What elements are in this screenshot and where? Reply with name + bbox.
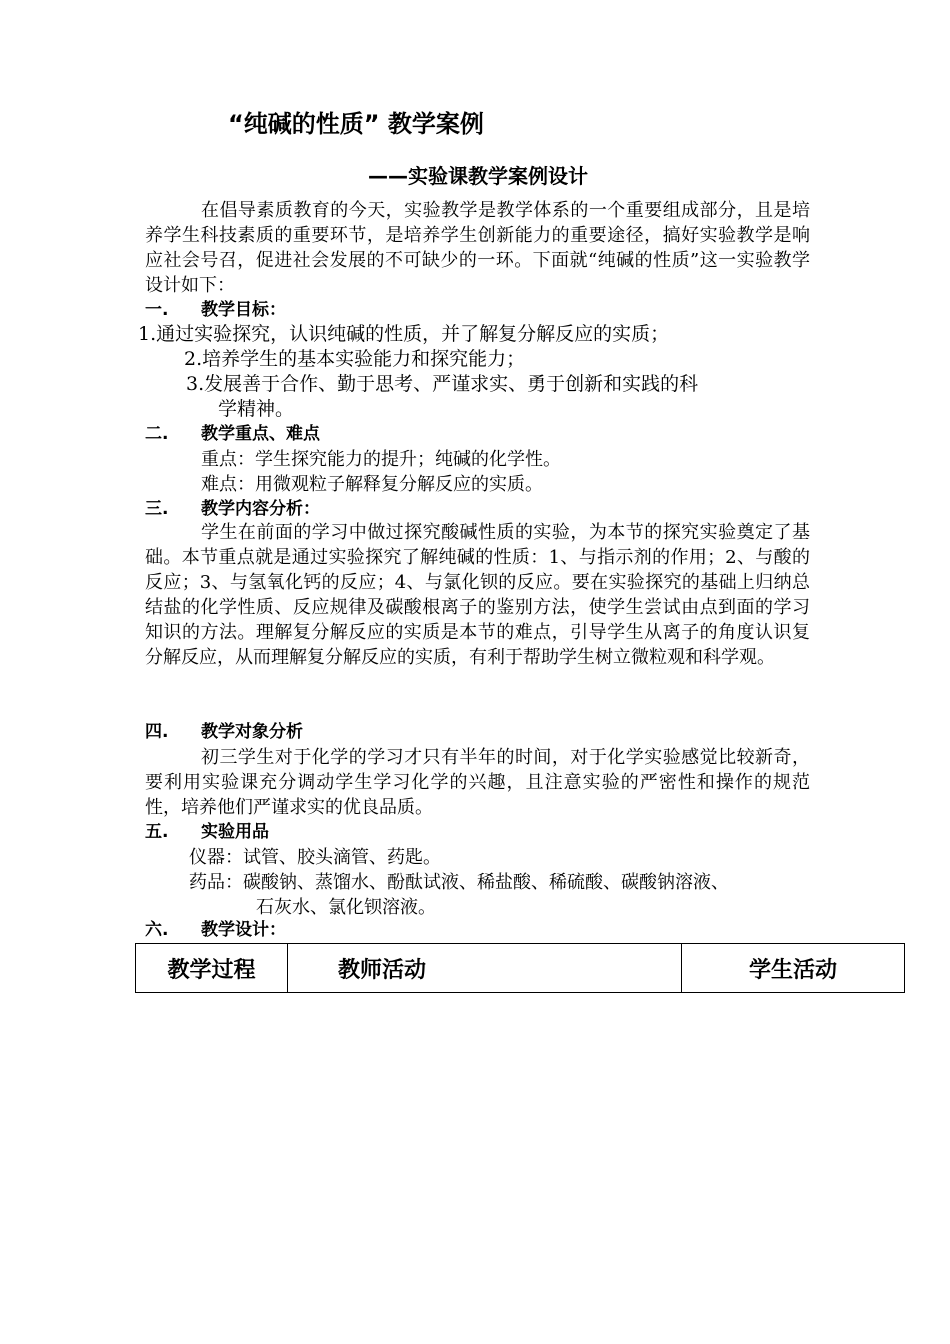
key-point-text: 重点：学生探究能力的提升；纯碱的化学性。 [201, 449, 561, 470]
table-header-row [136, 944, 905, 993]
objective-3: 3.发展善于合作、勤于思考、严谨求实、勇于创新和实践的科 [186, 373, 699, 395]
reagents-text-continued: 石灰水、氯化钡溶液。 [256, 897, 436, 918]
document-subtitle: ——实验课教学案例设计 [368, 164, 588, 188]
section-2-number: 二. [145, 424, 169, 444]
section-4-title: 教学对象分析 [201, 722, 303, 742]
teaching-design-table [135, 943, 905, 993]
section-1-title: 教学目标： [201, 300, 286, 320]
section-4-number: 四. [145, 722, 169, 742]
section-5-heading [145, 820, 269, 845]
section-5-title: 实验用品 [201, 822, 269, 842]
section-6-heading [145, 918, 286, 943]
section-6-number: 六. [145, 920, 169, 940]
section-1-heading [145, 298, 286, 323]
section-2-title: 教学重点、难点 [201, 424, 320, 444]
difficulty-text: 难点：用微观粒子解释复分解反应的实质。 [201, 474, 543, 495]
header-teacher-activity: 教师活动 [288, 944, 682, 993]
section-2-heading [145, 422, 320, 447]
content-analysis-paragraph: 学生在前面的学习中做过探究酸碱性质的实验，为本节的探究实验奠定了基础。本节重点就是通过实验探究了解纯碱的性质：1、与指示剂的作用；2、与酸的反应；3、与氢氧化钙的反应；4、与氯化钡的反应。要在实验探究的基础上归纳总结盐的化学性质、反应规律及碳酸根离子的鉴别方法，使学生尝试由点到面的学习知识的方法。理解复分解反应的实质是本节的难点，引导学生从离子的角度认识复分解反应，从而理解复分解反应的实质，有利于帮助学生树立微粒观和科学观。 [145, 522, 810, 668]
header-student-activity: 学生活动 [682, 944, 905, 993]
header-teaching-process: 教学过程 [136, 944, 288, 993]
section-5-number: 五. [145, 822, 169, 842]
intro-paragraph: 在倡导素质教育的今天，实验教学是教学体系的一个重要组成部分，且是培养学生科技素质的重要环节，是培养学生创新能力的重要途径，搞好实验教学是响应社会号召，促进社会发展的不可缺少的一环。下面就“纯碱的性质”这一实验教学设计如下： [145, 200, 810, 296]
section-3-number: 三. [145, 499, 169, 519]
objective-2: 2.培养学生的基本实验能力和探究能力； [184, 348, 526, 370]
section-1-number: 一. [145, 300, 169, 320]
section-3-title: 教学内容分析： [201, 499, 320, 519]
instruments-text: 仪器：试管、胶头滴管、药匙。 [189, 847, 441, 868]
reagents-text: 药品：碳酸钠、蒸馏水、酚酞试液、稀盐酸、稀硫酸、碳酸钠溶液、 [189, 872, 729, 893]
audience-analysis-paragraph: 初三学生对于化学的学习才只有半年的时间，对于化学实验感觉比较新奇，要利用实验课充分调动学生学习化学的兴趣，且注意实验的严密性和操作的规范性，培养他们严谨求实的优良品质。 [145, 747, 810, 818]
objective-1: 1.通过实验探究，认识纯碱的性质，并了解复分解反应的实质； [138, 323, 670, 345]
document-title: “纯碱的性质” 教学案例 [228, 110, 484, 138]
section-3-heading [145, 497, 320, 522]
objective-3-continued: 学精神。 [218, 398, 295, 420]
section-4-heading [145, 720, 303, 745]
section-6-title: 教学设计： [201, 920, 286, 940]
